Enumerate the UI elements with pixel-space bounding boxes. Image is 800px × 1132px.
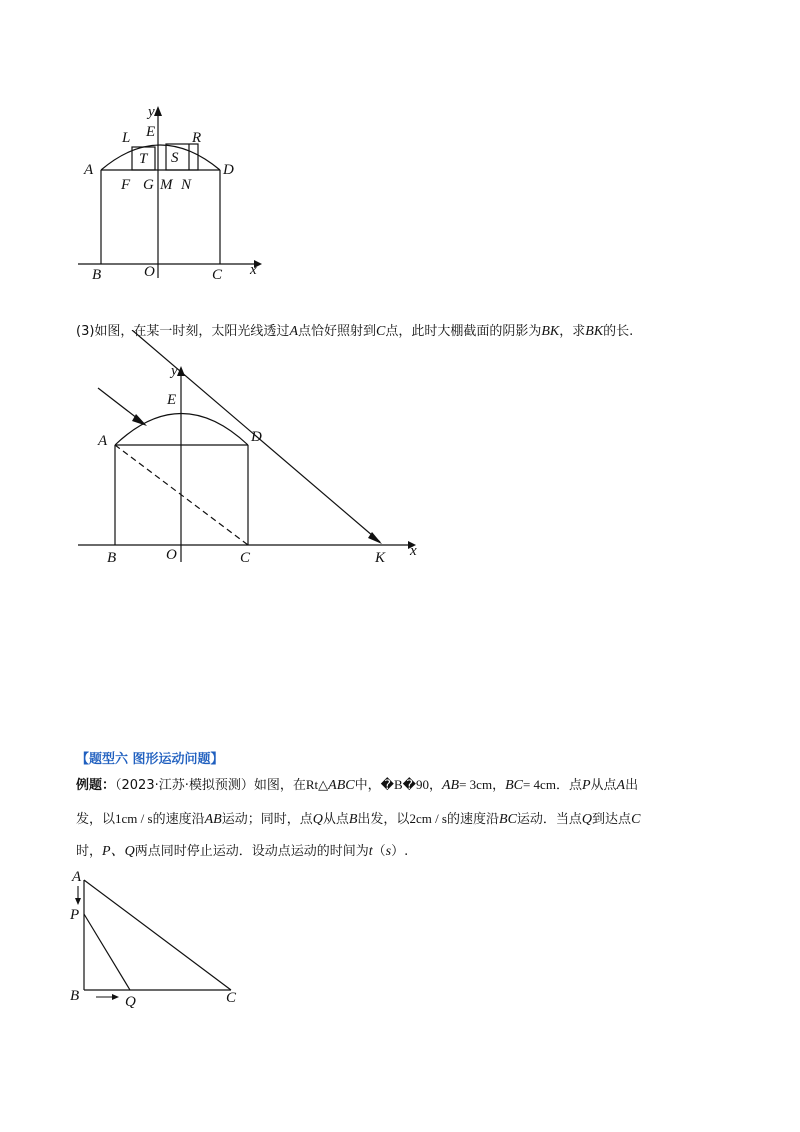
- label-b: B: [70, 988, 80, 1004]
- label-e: E: [146, 124, 156, 140]
- label-e: E: [167, 392, 177, 408]
- label-y: y: [171, 363, 178, 379]
- figure-sunlight-shadow: [70, 330, 430, 570]
- label-m: M: [160, 177, 173, 193]
- figure-right-triangle-motion: [66, 868, 256, 1008]
- example-line-2: 发，以1cm / s的速度沿AB运动；同时，点Q从点B出发，以2cm / s的速度沿BC运动．当点Q到达点C: [76, 811, 641, 827]
- q-motion-arrow-icon: [112, 994, 119, 1000]
- label-c: C: [212, 267, 223, 283]
- label-b: B: [107, 550, 117, 566]
- section-title: 【题型六 图形运动问题】: [76, 752, 224, 767]
- label-g: G: [143, 177, 154, 193]
- figure-greenhouse-rectangles: [70, 98, 270, 288]
- label-c: C: [240, 550, 251, 566]
- label-x: x: [250, 262, 257, 278]
- label-p: P: [70, 907, 80, 923]
- label-f: F: [121, 177, 131, 193]
- label-a: A: [72, 869, 82, 885]
- label-a: A: [98, 433, 108, 449]
- example-line-1: 例题：（2023·江苏·模拟预测）如图，在Rt△ABC中，�B�90，AB= 3cm，BC= 4cm．点P从点A出: [76, 777, 639, 793]
- label-y: y: [148, 104, 155, 120]
- label-t: T: [139, 151, 148, 167]
- problem-number: (3): [76, 324, 95, 339]
- label-b: B: [92, 267, 102, 283]
- segment-ac: [84, 880, 231, 990]
- label-c: C: [226, 990, 237, 1006]
- label-a: A: [84, 162, 94, 178]
- label-q: Q: [125, 994, 136, 1008]
- label-r: R: [192, 130, 202, 146]
- problem-3-text: (3)如图，在某一时刻，太阳光线透过A点恰好照射到C点，此时大棚截面的阴影为BK，求BK的长.: [76, 324, 634, 339]
- label-n: N: [181, 177, 192, 193]
- example-line-3: 时，P、Q两点同时停止运动．设动点运动的时间为t（s）.: [76, 844, 409, 859]
- p-motion-arrow-icon: [75, 898, 81, 905]
- example-label: 例题：: [76, 778, 116, 793]
- label-s: S: [171, 150, 179, 166]
- segment-pq: [84, 914, 130, 990]
- label-d: D: [251, 429, 262, 445]
- label-o: O: [144, 264, 155, 280]
- arc-aed: [101, 145, 220, 170]
- label-o: O: [166, 547, 177, 563]
- label-k: K: [375, 550, 386, 566]
- label-x: x: [410, 543, 417, 559]
- y-axis-arrow-icon: [154, 106, 162, 116]
- label-l: L: [122, 130, 131, 146]
- label-d: D: [223, 162, 234, 178]
